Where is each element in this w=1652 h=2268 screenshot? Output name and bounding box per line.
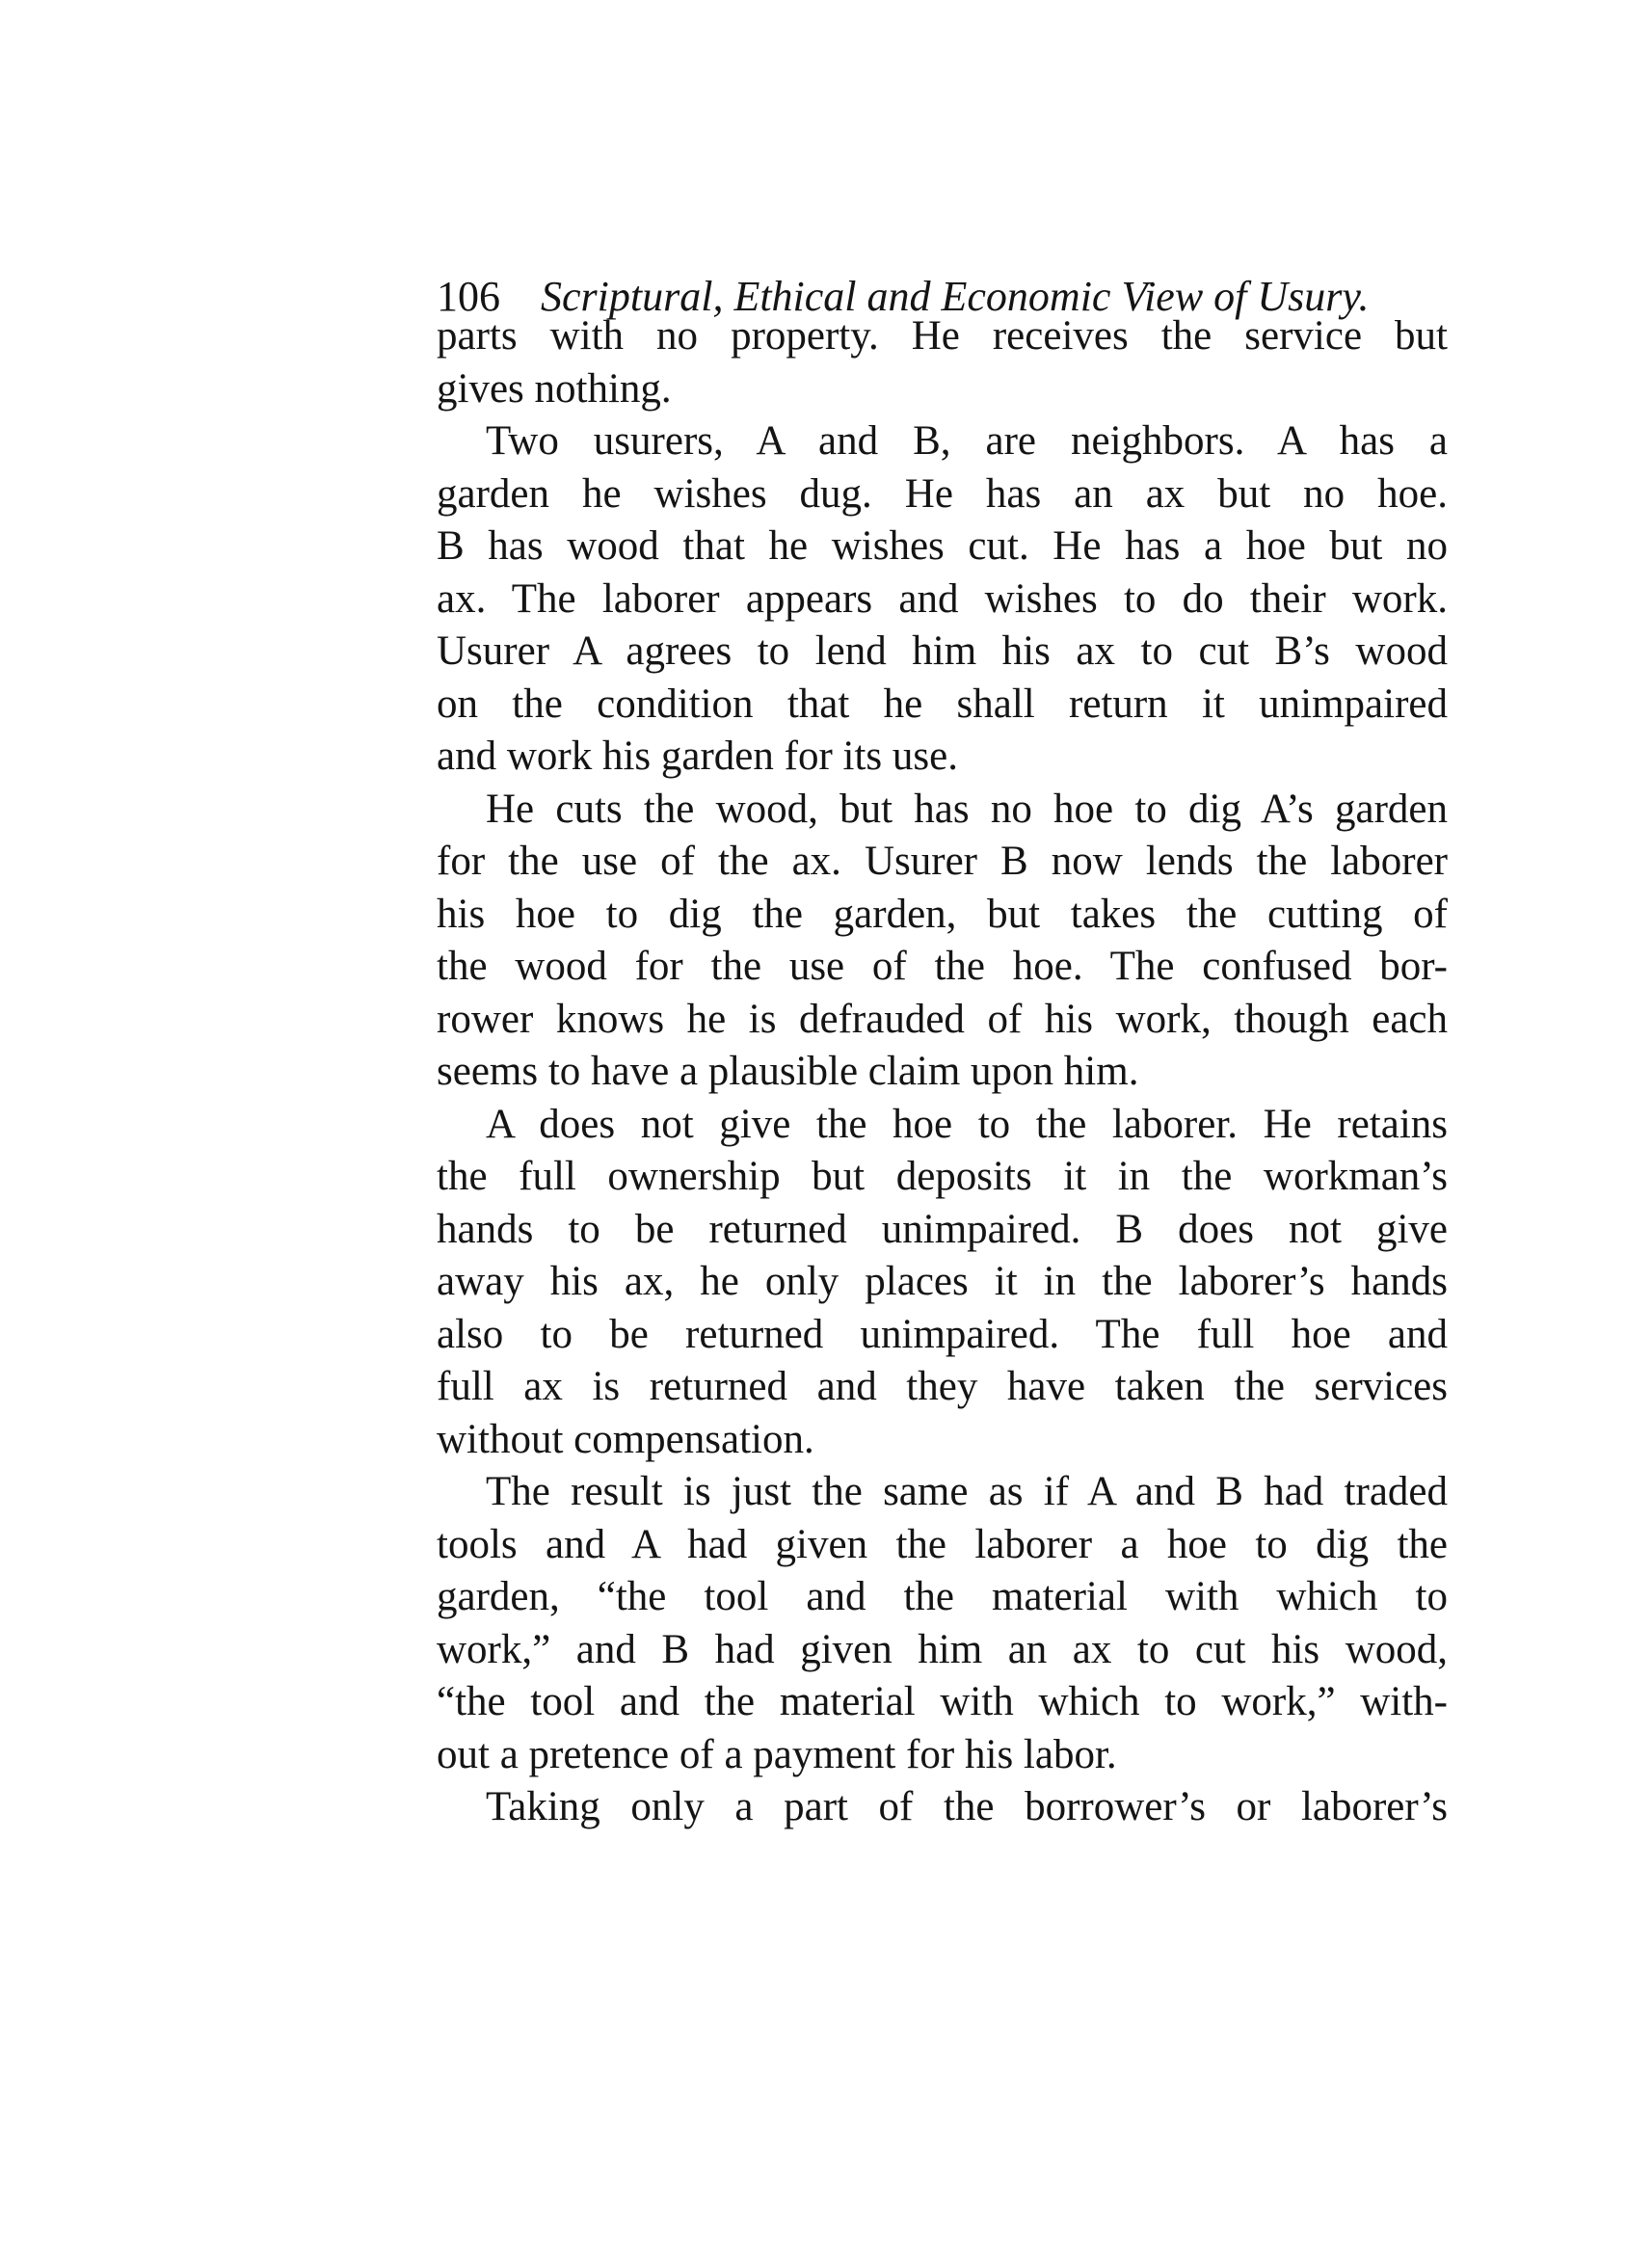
text-line: gives nothing. xyxy=(437,365,672,412)
text-line: B has wood that he wishes cut. He has a hoe but no xyxy=(437,523,1448,569)
text-line: the full ownership but deposits it in the workman’s xyxy=(437,1154,1448,1199)
text-line: hands to be returned unimpaired. B does not give xyxy=(437,1206,1448,1252)
text-line: parts with no property. He receives the service but xyxy=(437,313,1448,359)
text-line: Usurer A agrees to lend him his ax to cut B’s wood xyxy=(437,628,1448,674)
text-line: also to be returned unimpaired. The full hoe and xyxy=(437,1311,1448,1357)
paragraph-first-line: Two usurers, A and B, are neighbors. A has a xyxy=(486,418,1448,464)
body-text xyxy=(437,310,1448,1834)
running-title: Scriptural, Ethical and Economic View of Usury. xyxy=(541,273,1370,320)
paragraph-first-line: A does not give the hoe to the laborer. He retains xyxy=(486,1101,1448,1147)
text-line: work,” and B had given him an ax to cut his wood, xyxy=(437,1626,1448,1672)
paragraph-first-line: He cuts the wood, but has no hoe to dig A’s garden xyxy=(486,786,1448,832)
text-line: tools and A had given the laborer a hoe to dig the xyxy=(437,1521,1448,1567)
text-line: full ax is returned and they have taken the services xyxy=(437,1364,1448,1409)
paragraph-first-line: The result is just the same as if A and B had traded xyxy=(486,1469,1448,1514)
paragraph-first-line: Taking only a part of the borrower’s or laborer’s xyxy=(486,1784,1448,1829)
text-line: garden he wishes dug. He has an ax but no hoe. xyxy=(437,470,1448,517)
text-line: away his ax, he only places it in the laborer’s hands xyxy=(437,1259,1448,1304)
text-line: seems to have a plausible claim upon him. xyxy=(437,1049,1139,1094)
text-line: rower knows he is defrauded of his work, though each xyxy=(437,996,1448,1042)
text-line: garden, “the tool and the material with which to xyxy=(437,1574,1448,1619)
text-line: his hoe to dig the garden, but takes the cutting of xyxy=(437,891,1448,937)
text-line: “the tool and the material with which to work,” with- xyxy=(437,1679,1448,1724)
text-line: and work his garden for its use. xyxy=(437,734,958,779)
page-number: 106 xyxy=(437,273,500,320)
text-line: on the condition that he shall return it unimpaired xyxy=(437,680,1448,727)
text-line: out a pretence of a payment for his labor. xyxy=(437,1731,1117,1777)
text-line: for the use of the ax. Usurer B now lends the laborer xyxy=(437,839,1448,884)
text-line: ax. The laborer appears and wishes to do their work. xyxy=(437,575,1448,622)
text-line: the wood for the use of the hoe. The confused bor- xyxy=(437,944,1448,989)
text-line: without compensation. xyxy=(437,1416,814,1462)
